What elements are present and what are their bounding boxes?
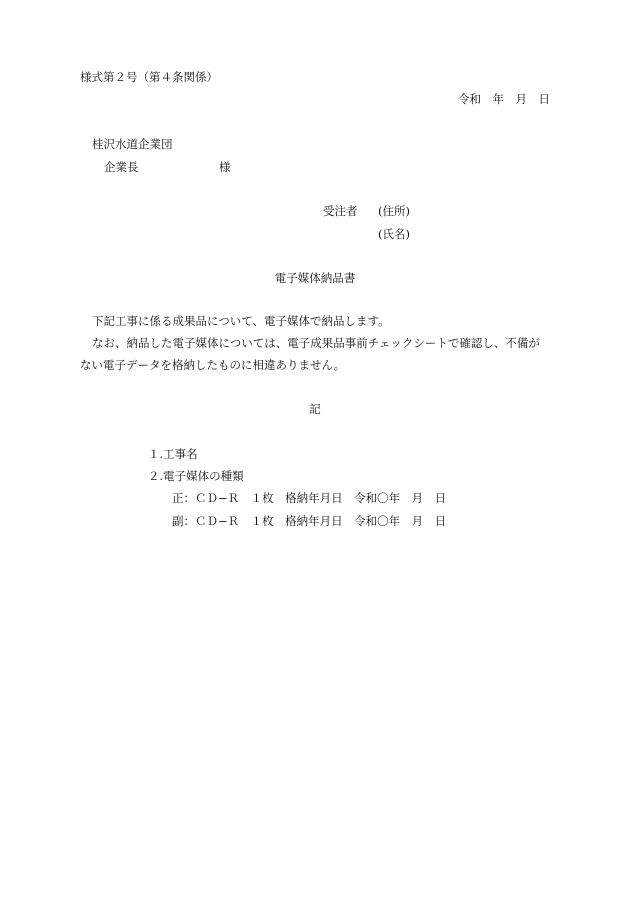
form-number: 様式第２号（第４条関係）: [80, 70, 218, 84]
document-title: 電子媒体納品書: [274, 271, 356, 285]
body-paragraph-2-line-1: なお、納品した電子媒体については、電子成果品事前チェックシートで確認し、不備が: [92, 336, 540, 350]
addressee-title: 企業長 様: [104, 160, 231, 174]
media-primary: 正：ＣＤ−Ｒ １枚 格納年月日 令和〇年 月 日: [172, 491, 447, 505]
item-media-type: ２.電子媒体の種類: [148, 469, 244, 483]
body-paragraph-2-line-2: ない電子データを格納したものに相違ありません。: [80, 358, 346, 372]
addressee-organization: 桂沢水道企業団: [92, 137, 173, 151]
date-line: 令和 年 月 日: [458, 92, 550, 106]
contractor-label: 受注者: [323, 204, 358, 218]
item-construction-name: １.工事名: [148, 447, 198, 461]
ki-heading: 記: [309, 402, 321, 416]
body-paragraph-1: 下記工事に係る成果品について、電子媒体で納品します。: [92, 314, 390, 328]
media-secondary: 副：ＣＤ−Ｒ １枚 格納年月日 令和〇年 月 日: [172, 514, 447, 528]
contractor-address-label: (住所): [378, 204, 410, 218]
contractor-name-label: (氏名): [378, 227, 410, 241]
